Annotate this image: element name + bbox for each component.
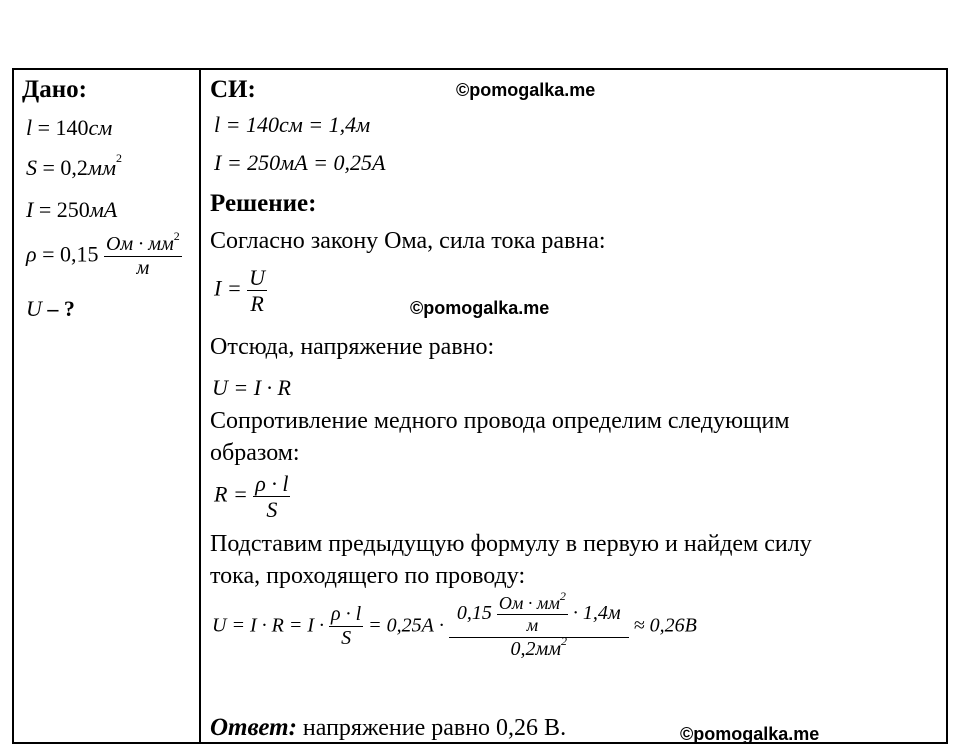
watermark-bottom: ©pomogalka.me <box>680 724 820 744</box>
si-header: СИ: <box>210 76 256 103</box>
given-length: l = 140см <box>26 115 113 140</box>
solution-text-4b: тока, проходящего по проводу: <box>210 563 526 589</box>
answer: Ответ: напряжение равно 0,26 В. <box>210 714 567 741</box>
given-area: $S = 0,2мм^2$ <box>26 151 123 180</box>
given-find: U – ? <box>26 296 75 321</box>
solution-text-1: Согласно закону Ома, сила тока равна: <box>210 228 606 254</box>
formula-ohms-law: I = $\frac{U}{R}$ <box>214 265 266 317</box>
formula-resistance: R = $\frac{\rho \cdot l}{S}$ <box>214 471 289 523</box>
si-line-2: I = 250мА = 0,25А <box>214 150 386 175</box>
solution-text-4a: Подставим предыдущую формулу в первую и найдем силу <box>210 531 812 557</box>
solution-text-3a: Сопротивление медного провода определим следующим <box>210 408 790 434</box>
solution-text-3b: образом: <box>210 440 300 466</box>
si-line-1: l = 140см = 1,4м <box>214 112 371 137</box>
given-resistivity: ρ = 0,15 $\frac{Ом \cdot мм^2}{м}$ <box>26 229 180 279</box>
watermark-top: ©pomogalka.me <box>456 80 596 100</box>
formula-voltage: U = I · R <box>212 375 291 400</box>
watermark-middle: ©pomogalka.me <box>410 298 550 318</box>
given-header: Дано: <box>22 76 87 103</box>
column-divider <box>199 68 201 744</box>
solution-header: Решение: <box>210 190 317 217</box>
formula-final-calculation: U = I · R = I · $\frac{\rho \cdot l}{S}$ = 0,25А · 0,15 $\frac{Ом \cdot мм^2}{м}$ · 1,4м $0,2мм^2$ ≈ 0,26В <box>212 589 697 660</box>
solution-text-2: Отсюда, напряжение равно: <box>210 334 495 360</box>
given-current: I = 250мА <box>26 197 118 222</box>
